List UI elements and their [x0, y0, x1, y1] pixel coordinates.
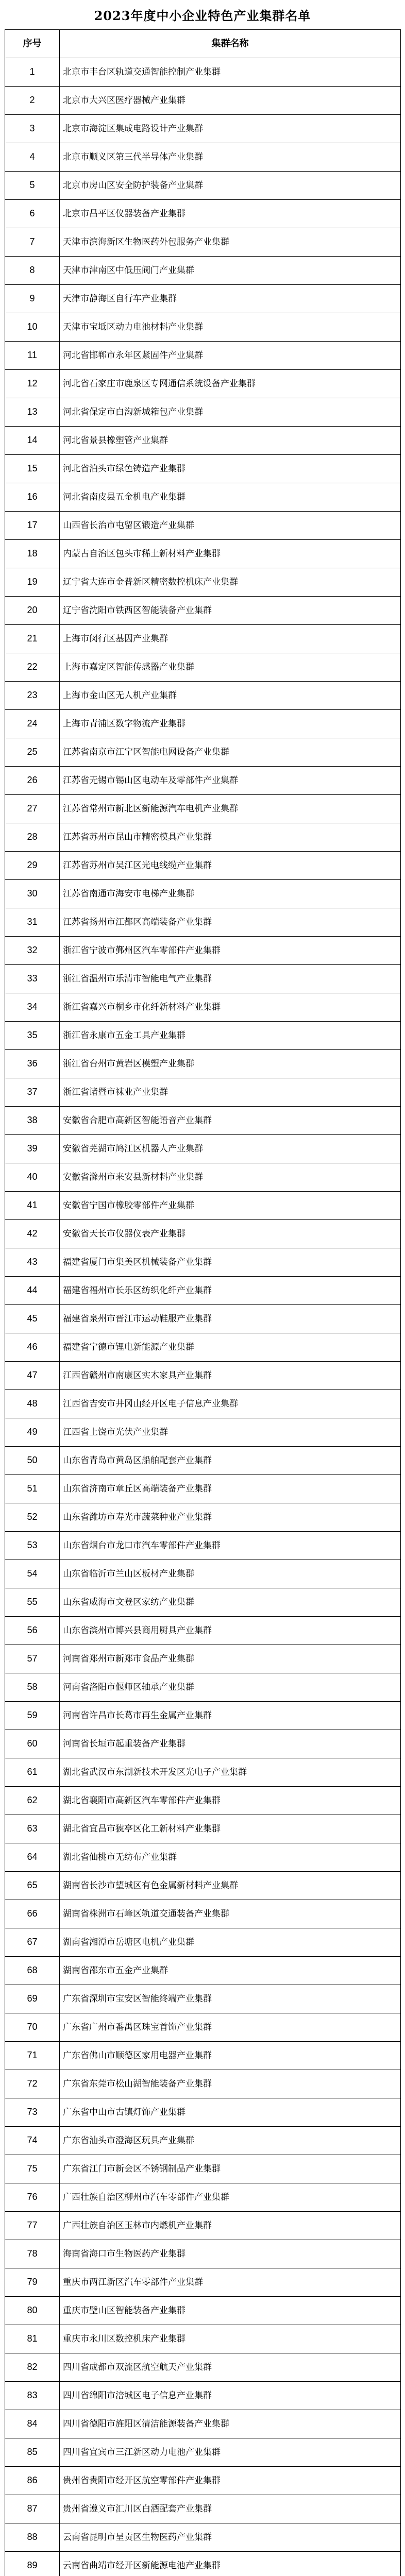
table-row [5, 682, 401, 710]
table-row [5, 1107, 401, 1135]
row-cluster-name: 湖北省武汉市东湖新技术开发区光电子产业集群 [60, 1758, 401, 1787]
header-row [5, 30, 401, 58]
table-row [5, 1787, 401, 1815]
row-index: 31 [5, 908, 60, 937]
table-row [5, 2552, 401, 2576]
row-cluster-name: 河南省许昌市长葛市再生金属产业集群 [60, 1702, 401, 1730]
table-row [5, 313, 401, 342]
row-cluster-name: 江苏省南通市海安市电梯产业集群 [60, 880, 401, 908]
row-cluster-name: 上海市金山区无人机产业集群 [60, 682, 401, 710]
table-row [5, 58, 401, 87]
row-index: 58 [5, 1673, 60, 1702]
row-cluster-name: 湖南省长沙市望城区有色金属新材料产业集群 [60, 1872, 401, 1900]
row-cluster-name: 江苏省无锡市锡山区电动车及零部件产业集群 [60, 767, 401, 795]
row-index: 79 [5, 2268, 60, 2297]
row-index: 83 [5, 2382, 60, 2410]
row-cluster-name: 江苏省扬州市江都区高端装备产业集群 [60, 908, 401, 937]
table-row [5, 2523, 401, 2552]
row-index: 25 [5, 738, 60, 767]
row-index: 78 [5, 2240, 60, 2268]
table-row [5, 852, 401, 880]
row-index: 40 [5, 1163, 60, 1192]
row-index: 19 [5, 568, 60, 597]
row-index: 86 [5, 2467, 60, 2495]
row-cluster-name: 湖北省仙桃市无纺布产业集群 [60, 1843, 401, 1872]
table-row [5, 2410, 401, 2438]
row-cluster-name: 四川省绵阳市涪城区电子信息产业集群 [60, 2382, 401, 2410]
row-cluster-name: 山东省烟台市龙口市汽车零部件产业集群 [60, 1532, 401, 1560]
row-index: 84 [5, 2410, 60, 2438]
row-cluster-name: 云南省昆明市呈贡区生物医药产业集群 [60, 2523, 401, 2552]
row-cluster-name: 贵州省贵阳市经开区航空零部件产业集群 [60, 2467, 401, 2495]
table-row [5, 993, 401, 1022]
row-cluster-name: 山东省滨州市博兴县商用厨具产业集群 [60, 1617, 401, 1645]
row-index: 37 [5, 1078, 60, 1107]
row-index: 1 [5, 58, 60, 87]
table-row [5, 1192, 401, 1220]
table-row [5, 2098, 401, 2127]
table-row [5, 455, 401, 483]
row-cluster-name: 福建省泉州市晋江市运动鞋服产业集群 [60, 1305, 401, 1333]
table-row [5, 1390, 401, 1418]
row-index: 68 [5, 1957, 60, 1985]
row-cluster-name: 河南省洛阳市偃师区轴承产业集群 [60, 1673, 401, 1702]
row-cluster-name: 山东省青岛市黄岛区船舶配套产业集群 [60, 1447, 401, 1475]
table-row [5, 1843, 401, 1872]
table-row [5, 1135, 401, 1163]
row-index: 77 [5, 2212, 60, 2240]
row-index: 73 [5, 2098, 60, 2127]
row-index: 4 [5, 143, 60, 172]
table-row [5, 2240, 401, 2268]
table-row [5, 512, 401, 540]
table-row [5, 2268, 401, 2297]
row-index: 24 [5, 710, 60, 738]
table-row [5, 2212, 401, 2240]
table-header [5, 30, 401, 58]
row-cluster-name: 河南省长垣市起重装备产业集群 [60, 1730, 401, 1758]
row-cluster-name: 北京市房山区安全防护装备产业集群 [60, 172, 401, 200]
row-cluster-name: 江西省赣州市南康区实木家具产业集群 [60, 1362, 401, 1390]
row-cluster-name: 湖南省株洲市石峰区轨道交通装备产业集群 [60, 1900, 401, 1928]
row-index: 50 [5, 1447, 60, 1475]
row-cluster-name: 福建省宁德市锂电新能源产业集群 [60, 1333, 401, 1362]
table-row [5, 1503, 401, 1532]
table-row [5, 1078, 401, 1107]
table-row [5, 257, 401, 285]
table-row [5, 1220, 401, 1248]
row-index: 52 [5, 1503, 60, 1532]
row-index: 66 [5, 1900, 60, 1928]
table-row [5, 880, 401, 908]
row-index: 20 [5, 597, 60, 625]
row-index: 69 [5, 1985, 60, 2013]
row-index: 76 [5, 2183, 60, 2212]
row-index: 32 [5, 937, 60, 965]
table-row [5, 2495, 401, 2523]
row-cluster-name: 江苏省常州市新北区新能源汽车电机产业集群 [60, 795, 401, 823]
row-cluster-name: 广东省深圳市宝安区智能终端产业集群 [60, 1985, 401, 2013]
table-row [5, 1957, 401, 1985]
row-index: 22 [5, 653, 60, 682]
row-cluster-name: 上海市青浦区数字物流产业集群 [60, 710, 401, 738]
row-cluster-name: 福建省福州市长乐区纺织化纤产业集群 [60, 1277, 401, 1305]
row-index: 38 [5, 1107, 60, 1135]
row-index: 72 [5, 2070, 60, 2098]
row-cluster-name: 广东省江门市新会区不锈钢制品产业集群 [60, 2155, 401, 2183]
row-cluster-name: 山东省临沂市兰山区板材产业集群 [60, 1560, 401, 1588]
table-row [5, 1673, 401, 1702]
table-row [5, 908, 401, 937]
row-cluster-name: 重庆市两江新区汽车零部件产业集群 [60, 2268, 401, 2297]
table-row [5, 2042, 401, 2070]
table-row [5, 1588, 401, 1617]
cluster-table [5, 29, 401, 2576]
row-index: 55 [5, 1588, 60, 1617]
row-index: 18 [5, 540, 60, 568]
row-cluster-name: 浙江省永康市五金工具产业集群 [60, 1022, 401, 1050]
row-cluster-name: 四川省成都市双流区航空航天产业集群 [60, 2353, 401, 2382]
row-index: 8 [5, 257, 60, 285]
row-cluster-name: 山东省潍坊市寿光市蔬菜种业产业集群 [60, 1503, 401, 1532]
table-row [5, 285, 401, 313]
row-index: 51 [5, 1475, 60, 1503]
row-index: 89 [5, 2552, 60, 2576]
row-index: 33 [5, 965, 60, 993]
row-cluster-name: 福建省厦门市集美区机械装备产业集群 [60, 1248, 401, 1277]
table-row [5, 1758, 401, 1787]
row-index: 30 [5, 880, 60, 908]
row-index: 39 [5, 1135, 60, 1163]
row-cluster-name: 天津市津南区中低压阀门产业集群 [60, 257, 401, 285]
table-row [5, 710, 401, 738]
row-index: 85 [5, 2438, 60, 2467]
table-row [5, 2438, 401, 2467]
row-cluster-name: 贵州省遵义市汇川区白酒配套产业集群 [60, 2495, 401, 2523]
table-row [5, 568, 401, 597]
row-cluster-name: 广西壮族自治区柳州市汽车零部件产业集群 [60, 2183, 401, 2212]
table-row [5, 937, 401, 965]
table-row [5, 1333, 401, 1362]
row-cluster-name: 四川省宜宾市三江新区动力电池产业集群 [60, 2438, 401, 2467]
table-row [5, 1872, 401, 1900]
row-index: 2 [5, 87, 60, 115]
table-row [5, 1277, 401, 1305]
table-row [5, 1645, 401, 1673]
table-row [5, 200, 401, 228]
row-index: 17 [5, 512, 60, 540]
row-index: 15 [5, 455, 60, 483]
row-index: 44 [5, 1277, 60, 1305]
row-index: 82 [5, 2353, 60, 2382]
row-index: 61 [5, 1758, 60, 1787]
table-row [5, 228, 401, 257]
table-row [5, 2183, 401, 2212]
table-row [5, 1815, 401, 1843]
row-cluster-name: 广东省佛山市顺德区家用电器产业集群 [60, 2042, 401, 2070]
row-index: 6 [5, 200, 60, 228]
row-index: 81 [5, 2325, 60, 2353]
table-row [5, 795, 401, 823]
row-index: 75 [5, 2155, 60, 2183]
row-index: 88 [5, 2523, 60, 2552]
table-row [5, 1730, 401, 1758]
row-cluster-name: 江西省上饶市光伏产业集群 [60, 1418, 401, 1447]
row-index: 41 [5, 1192, 60, 1220]
row-cluster-name: 湖南省湘潭市岳塘区电机产业集群 [60, 1928, 401, 1957]
table-row [5, 653, 401, 682]
row-cluster-name: 安徽省合肥市高新区智能语音产业集群 [60, 1107, 401, 1135]
table-row [5, 342, 401, 370]
row-index: 71 [5, 2042, 60, 2070]
row-index: 21 [5, 625, 60, 653]
row-cluster-name: 北京市昌平区仪器装备产业集群 [60, 200, 401, 228]
row-cluster-name: 浙江省诸暨市袜业产业集群 [60, 1078, 401, 1107]
table-row [5, 965, 401, 993]
row-cluster-name: 江苏省苏州市吴江区光电线缆产业集群 [60, 852, 401, 880]
row-index: 62 [5, 1787, 60, 1815]
row-index: 27 [5, 795, 60, 823]
row-cluster-name: 浙江省嘉兴市桐乡市化纤新材料产业集群 [60, 993, 401, 1022]
row-index: 74 [5, 2127, 60, 2155]
row-index: 23 [5, 682, 60, 710]
row-cluster-name: 北京市顺义区第三代半导体产业集群 [60, 143, 401, 172]
table-row [5, 1050, 401, 1078]
row-index: 29 [5, 852, 60, 880]
row-cluster-name: 广西壮族自治区玉林市内燃机产业集群 [60, 2212, 401, 2240]
table-row [5, 1362, 401, 1390]
table-row [5, 2070, 401, 2098]
table-row [5, 625, 401, 653]
row-cluster-name: 云南省曲靖市经开区新能源电池产业集群 [60, 2552, 401, 2576]
row-cluster-name: 天津市静海区自行车产业集群 [60, 285, 401, 313]
row-index: 48 [5, 1390, 60, 1418]
row-index: 28 [5, 823, 60, 852]
row-cluster-name: 天津市滨海新区生物医药外包服务产业集群 [60, 228, 401, 257]
row-cluster-name: 河北省泊头市绿色铸造产业集群 [60, 455, 401, 483]
table-row [5, 1418, 401, 1447]
row-cluster-name: 辽宁省大连市金普新区精密数控机床产业集群 [60, 568, 401, 597]
table-row [5, 1532, 401, 1560]
table-row [5, 370, 401, 398]
table-row [5, 597, 401, 625]
row-index: 60 [5, 1730, 60, 1758]
table-row [5, 483, 401, 512]
table-row [5, 1560, 401, 1588]
table-row [5, 2297, 401, 2325]
row-index: 80 [5, 2297, 60, 2325]
row-cluster-name: 广东省中山市古镇灯饰产业集群 [60, 2098, 401, 2127]
table-row [5, 2155, 401, 2183]
table-row [5, 1900, 401, 1928]
row-cluster-name: 浙江省温州市乐清市智能电气产业集群 [60, 965, 401, 993]
table-row [5, 1163, 401, 1192]
table-row [5, 2013, 401, 2042]
row-cluster-name: 湖北省襄阳市高新区汽车零部件产业集群 [60, 1787, 401, 1815]
row-index: 59 [5, 1702, 60, 1730]
row-index: 10 [5, 313, 60, 342]
row-index: 35 [5, 1022, 60, 1050]
row-index: 14 [5, 427, 60, 455]
row-cluster-name: 浙江省台州市黄岩区模塑产业集群 [60, 1050, 401, 1078]
row-cluster-name: 湖南省邵东市五金产业集群 [60, 1957, 401, 1985]
table-row [5, 767, 401, 795]
row-index: 36 [5, 1050, 60, 1078]
row-cluster-name: 重庆市永川区数控机床产业集群 [60, 2325, 401, 2353]
row-cluster-name: 内蒙古自治区包头市稀土新材料产业集群 [60, 540, 401, 568]
row-index: 57 [5, 1645, 60, 1673]
row-cluster-name: 广东省东莞市松山湖智能装备产业集群 [60, 2070, 401, 2098]
header-index: 序号 [5, 30, 60, 58]
table-row [5, 143, 401, 172]
row-cluster-name: 安徽省宁国市橡胶零部件产业集群 [60, 1192, 401, 1220]
table-body [5, 58, 401, 2576]
row-cluster-name: 江苏省南京市江宁区智能电网设备产业集群 [60, 738, 401, 767]
table-row [5, 1447, 401, 1475]
table-row [5, 1702, 401, 1730]
table-row [5, 1985, 401, 2013]
row-index: 13 [5, 398, 60, 427]
table-row [5, 540, 401, 568]
row-index: 53 [5, 1532, 60, 1560]
table-row [5, 1617, 401, 1645]
table-row [5, 738, 401, 767]
row-cluster-name: 山东省威海市文登区家纺产业集群 [60, 1588, 401, 1617]
row-index: 5 [5, 172, 60, 200]
row-cluster-name: 上海市嘉定区智能传感器产业集群 [60, 653, 401, 682]
table-row [5, 2353, 401, 2382]
row-cluster-name: 北京市海淀区集成电路设计产业集群 [60, 115, 401, 143]
row-cluster-name: 安徽省滁州市来安县新材料产业集群 [60, 1163, 401, 1192]
row-cluster-name: 江西省吉安市井冈山经开区电子信息产业集群 [60, 1390, 401, 1418]
row-index: 67 [5, 1928, 60, 1957]
row-index: 26 [5, 767, 60, 795]
row-index: 9 [5, 285, 60, 313]
row-index: 42 [5, 1220, 60, 1248]
row-cluster-name: 海南省海口市生物医药产业集群 [60, 2240, 401, 2268]
table-row [5, 2382, 401, 2410]
row-cluster-name: 四川省德阳市旌阳区清洁能源装备产业集群 [60, 2410, 401, 2438]
table-row [5, 2325, 401, 2353]
row-index: 70 [5, 2013, 60, 2042]
row-index: 11 [5, 342, 60, 370]
row-index: 64 [5, 1843, 60, 1872]
table-row [5, 115, 401, 143]
row-cluster-name: 河北省邯郸市永年区紧固件产业集群 [60, 342, 401, 370]
table-row [5, 2127, 401, 2155]
table-row [5, 1928, 401, 1957]
table-row [5, 1305, 401, 1333]
row-cluster-name: 北京市丰台区轨道交通智能控制产业集群 [60, 58, 401, 87]
row-index: 47 [5, 1362, 60, 1390]
row-cluster-name: 山西省长治市屯留区锻造产业集群 [60, 512, 401, 540]
document-title: 2023年度中小企业特色产业集群名单 [94, 8, 311, 23]
row-index: 45 [5, 1305, 60, 1333]
row-cluster-name: 河北省石家庄市鹿泉区专网通信系统设备产业集群 [60, 370, 401, 398]
row-index: 16 [5, 483, 60, 512]
table-row [5, 398, 401, 427]
table-row [5, 1022, 401, 1050]
row-index: 65 [5, 1872, 60, 1900]
row-cluster-name: 天津市宝坻区动力电池材料产业集群 [60, 313, 401, 342]
table-row [5, 427, 401, 455]
table-row [5, 1248, 401, 1277]
row-index: 7 [5, 228, 60, 257]
row-index: 63 [5, 1815, 60, 1843]
row-cluster-name: 广东省广州市番禺区珠宝首饰产业集群 [60, 2013, 401, 2042]
table-row [5, 1475, 401, 1503]
header-cluster-name: 集群名称 [60, 30, 401, 58]
row-index: 54 [5, 1560, 60, 1588]
row-cluster-name: 河北省南皮县五金机电产业集群 [60, 483, 401, 512]
row-cluster-name: 北京市大兴区医疗器械产业集群 [60, 87, 401, 115]
row-index: 56 [5, 1617, 60, 1645]
row-index: 87 [5, 2495, 60, 2523]
row-cluster-name: 安徽省芜湖市鸠江区机器人产业集群 [60, 1135, 401, 1163]
table-row [5, 2467, 401, 2495]
row-cluster-name: 河北省景县橡塑管产业集群 [60, 427, 401, 455]
row-cluster-name: 辽宁省沈阳市铁西区智能装备产业集群 [60, 597, 401, 625]
row-index: 43 [5, 1248, 60, 1277]
table-row [5, 87, 401, 115]
row-cluster-name: 上海市闵行区基因产业集群 [60, 625, 401, 653]
row-cluster-name: 山东省济南市章丘区高端装备产业集群 [60, 1475, 401, 1503]
row-cluster-name: 广东省汕头市澄海区玩具产业集群 [60, 2127, 401, 2155]
row-cluster-name: 江苏省苏州市昆山市精密模具产业集群 [60, 823, 401, 852]
row-index: 34 [5, 993, 60, 1022]
row-index: 12 [5, 370, 60, 398]
row-cluster-name: 浙江省宁波市鄞州区汽车零部件产业集群 [60, 937, 401, 965]
row-index: 49 [5, 1418, 60, 1447]
row-index: 3 [5, 115, 60, 143]
table-row [5, 172, 401, 200]
row-cluster-name: 河南省郑州市新郑市食品产业集群 [60, 1645, 401, 1673]
row-cluster-name: 湖北省宜昌市猇亭区化工新材料产业集群 [60, 1815, 401, 1843]
row-cluster-name: 重庆市璧山区智能装备产业集群 [60, 2297, 401, 2325]
row-cluster-name: 河北省保定市白沟新城箱包产业集群 [60, 398, 401, 427]
table-row [5, 823, 401, 852]
row-index: 46 [5, 1333, 60, 1362]
row-cluster-name: 安徽省天长市仪器仪表产业集群 [60, 1220, 401, 1248]
